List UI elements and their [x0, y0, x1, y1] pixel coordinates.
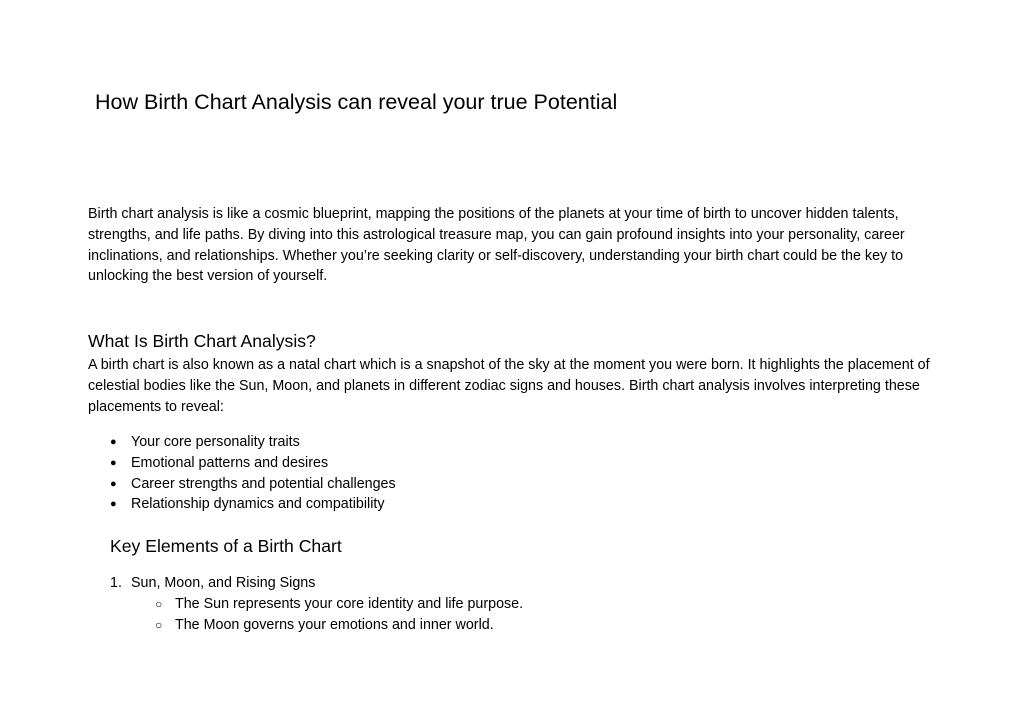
list-item-text: Relationship dynamics and compatibility	[131, 496, 385, 513]
sub-list-item-text: The Moon governs your emotions and inner world.	[175, 616, 494, 633]
hollow-bullet-icon: ○	[155, 617, 163, 632]
bullet-icon: ●	[110, 477, 117, 490]
list-item-text: Your core personality traits	[131, 434, 300, 450]
list-item-text: Career strengths and potential challenges	[131, 475, 396, 492]
sub-list-item-text: The Sun represents your core identity and life purpose.	[175, 596, 524, 612]
intro-paragraph: Birth chart analysis is like a cosmic blueprint, mapping the positions of the planets at your time of birth to uncover hidden talents, strengths, and life paths. By diving into this astrological treasure map, you can gain profound insights into your personality, career inclinations, and relationships. Whether you’re seeking clarity or self-discovery, understanding your birth chart could be the key to unlocking the best version of yourself.	[88, 206, 905, 285]
numbered-list-item-text: Sun, Moon, and Rising Signs	[131, 575, 316, 591]
list-item-text: Emotional patterns and desires	[131, 454, 329, 471]
hollow-bullet-icon: ○	[155, 597, 163, 611]
list-number: 1.	[110, 575, 122, 591]
bullet-icon: ●	[110, 456, 117, 469]
bullet-icon: ●	[110, 436, 117, 448]
bullet-icon: ●	[110, 498, 117, 511]
section-heading-what-is: What Is Birth Chart Analysis?	[88, 331, 316, 351]
section-paragraph-what-is: A birth chart is also known as a natal chart which is a snapshot of the sky at the moment you were born. It highlights the placement of celestial bodies like the Sun, Moon, and planets in different zodiac signs and houses. Birth chart analysis involves interpreting these placements to reveal:	[88, 357, 930, 415]
section-heading-key-elements: Key Elements of a Birth Chart	[110, 536, 342, 556]
document-title: How Birth Chart Analysis can reveal your true Potential	[95, 90, 618, 114]
